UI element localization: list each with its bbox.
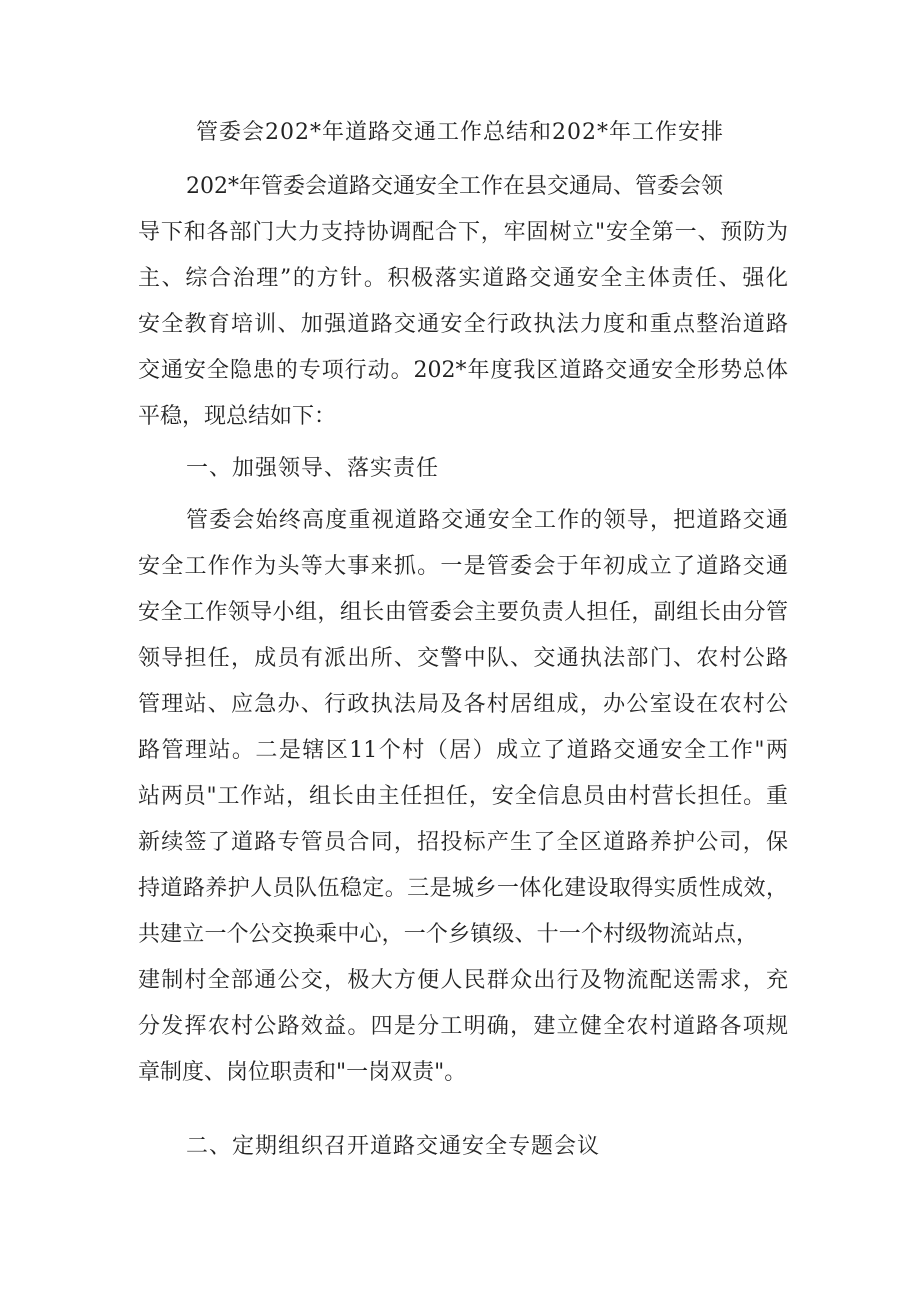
section-1-line-12: 分发挥农村公路效益。四是分工明确，建立健全农村道路各项规: [138, 1014, 788, 1039]
section-1-line-7: 站两员"工作站，组长由主任担任，安全信息员由村营长担任。重: [138, 784, 788, 809]
section-2-heading: 二、定期组织召开道路交通安全专题会议: [186, 1134, 601, 1159]
section-1-line-2: 安全工作作为头等大事来抓。一是管委会于年初成立了道路交通: [138, 554, 788, 579]
section-1-line-4: 领导担任，成员有派出所、交警中队、交通执法部门、农村公路: [138, 646, 788, 671]
section-1-line-8: 新续签了道路专管员合同，招投标产生了全区道路养护公司，保: [138, 830, 788, 855]
intro-line-5: 交通安全隐患的专项行动。202*年度我区道路交通安全形势总体: [138, 358, 788, 383]
section-1-line-11: 建制村全部通公交，极大方便人民群众出行及物流配送需求，充: [138, 968, 788, 993]
document-title: 管委会202*年道路交通工作总结和202*年工作安排: [196, 120, 724, 145]
section-1-line-10: 共建立一个公交换乘中心，一个乡镇级、十一个村级物流站点，: [138, 922, 758, 947]
section-1-line-13: 章制度、岗位职责和"一岗双责"。: [138, 1060, 467, 1085]
intro-line-1: 202*年管委会道路交通安全工作在县交通局、管委会领: [186, 174, 723, 199]
section-1-heading: 一、加强领导、落实责任: [186, 456, 440, 481]
section-1-line-5: 管理站、应急办、行政执法局及各村居组成，办公室设在农村公: [138, 692, 788, 717]
intro-line-6: 平稳，现总结如下：: [138, 404, 337, 429]
section-1-line-9: 持道路养护人员队伍稳定。三是城乡一体化建设取得实质性成效，: [138, 876, 788, 901]
intro-line-4: 安全教育培训、加强道路交通安全行政执法力度和重点整治道路: [138, 312, 788, 337]
intro-line-2: 导下和各部门大力支持协调配合下，牢固树立"安全第一、预防为: [138, 220, 788, 245]
section-1-line-3: 安全工作领导小组，组长由管委会主要负责人担任，副组长由分管: [138, 600, 788, 625]
section-1-line-1: 管委会始终高度重视道路交通安全工作的领导，把道路交通: [186, 508, 788, 533]
intro-line-3: 主、综合治理”的方针。积极落实道路交通安全主体责任、强化: [138, 266, 788, 291]
section-1-line-6: 路管理站。二是辖区11个村（居）成立了道路交通安全工作"两: [138, 738, 788, 763]
